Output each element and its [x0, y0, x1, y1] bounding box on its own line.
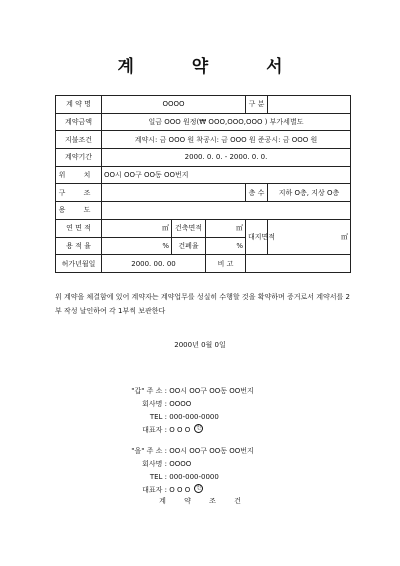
- seal-icon: 인: [194, 484, 203, 493]
- party-b-block: [115, 445, 254, 497]
- party-b-address-label: 주 소 :: [146, 447, 167, 455]
- contract-period-value: 2000. 0. 0. - 2000. 0. 0.: [102, 149, 351, 167]
- remarks-label: 비 고: [206, 255, 246, 273]
- structure-label: 구 조: [56, 184, 102, 202]
- total-floor-area-label: 연 면 적: [56, 219, 102, 237]
- remarks-value: [246, 255, 351, 273]
- party-a-rep-label: 대표자 :: [142, 426, 167, 434]
- site-area-value: ㎡: [268, 219, 351, 254]
- party-a-tel: 000-000-0000: [169, 413, 219, 421]
- party-b-rep-label: 대표자 :: [142, 486, 167, 494]
- party-a-company: OOOO: [169, 400, 192, 408]
- category-label: 구 분: [246, 96, 268, 114]
- contract-name-value: OOOO: [102, 96, 246, 114]
- location-value: OO시 OO구 OO동 OO번지: [102, 166, 351, 184]
- structure-value: [102, 184, 246, 202]
- table-row: [56, 202, 351, 220]
- payment-terms-label: 지불조건: [56, 131, 102, 149]
- party-a-company-label: 회사명 :: [142, 400, 167, 408]
- table-row: [56, 166, 351, 184]
- party-a-tag: "갑" 주 소 :: [131, 387, 167, 395]
- usage-label: 용 도: [56, 202, 102, 220]
- table-row: [56, 255, 351, 273]
- party-a-block: [115, 385, 254, 437]
- category-value: [268, 96, 351, 114]
- party-a-tel-label: TEL :: [149, 413, 167, 421]
- contract-terms-heading: 계 약 조 건: [159, 497, 249, 505]
- floor-area-ratio-label: 용 적 율: [56, 237, 102, 255]
- table-row: [56, 184, 351, 202]
- contract-date: 2000년 0월 0일: [174, 341, 226, 349]
- party-b-tel-label: TEL :: [149, 473, 167, 481]
- table-row: [56, 219, 351, 237]
- party-b-tel: 000-000-0000: [169, 473, 219, 481]
- seal-icon: 인: [194, 424, 203, 433]
- total-floor-area-value: ㎡: [102, 219, 172, 237]
- party-b-tag: "을" 주 소 :: [131, 447, 167, 455]
- floors-value: 지하 O층, 지상 O층: [268, 184, 351, 202]
- payment-terms-value: 계약시: 금 OOO 원 착공시: 금 OOO 원 준공시: 금 OOO 원: [102, 131, 351, 149]
- floor-area-ratio-value: %: [102, 237, 172, 255]
- party-b-rep: O O O: [169, 486, 191, 494]
- document-title: 계 약 서: [117, 57, 309, 77]
- agreement-paragraph: 위 계약을 체결함에 있어 계약자는 계약업무를 성실히 수행할 것을 확약하며 증거로서 계약서를 2부 작성 날인하여 각 1부씩 보관한다: [55, 293, 350, 315]
- table-row: [56, 96, 351, 114]
- party-a-address-label: 주 소 :: [146, 387, 167, 395]
- contract-period-label: 계약기간: [56, 149, 102, 167]
- building-area-label: 건축면적: [172, 219, 206, 237]
- party-a-rep: O O O: [169, 426, 191, 434]
- building-coverage-value: %: [206, 237, 246, 255]
- table-row: [56, 131, 351, 149]
- table-row: [56, 149, 351, 167]
- building-coverage-label: 건폐율: [172, 237, 206, 255]
- permit-date-label: 허가년월일: [56, 255, 102, 273]
- party-b-address: OO시 OO구 OO동 OO번지: [169, 447, 254, 455]
- site-area-label: 대지면적: [246, 219, 268, 254]
- party-b-company: OOOO: [169, 460, 192, 468]
- permit-date-value: 2000. 00. 00: [102, 255, 206, 273]
- party-a-address: OO시 OO구 OO동 OO번지: [169, 387, 254, 395]
- usage-value: [102, 202, 351, 220]
- table-row: [56, 113, 351, 131]
- contract-amount-value: 일금 OOO 원정(₩ OOO,OOO,OOO ) 부가세별도: [102, 113, 351, 131]
- location-label: 위 치: [56, 166, 102, 184]
- party-b-company-label: 회사명 :: [142, 460, 167, 468]
- contract-table: [55, 95, 351, 273]
- building-area-value: ㎡: [206, 219, 246, 237]
- contract-name-label: 계 약 명: [56, 96, 102, 114]
- contract-amount-label: 계약금액: [56, 113, 102, 131]
- floors-label: 층 수: [246, 184, 268, 202]
